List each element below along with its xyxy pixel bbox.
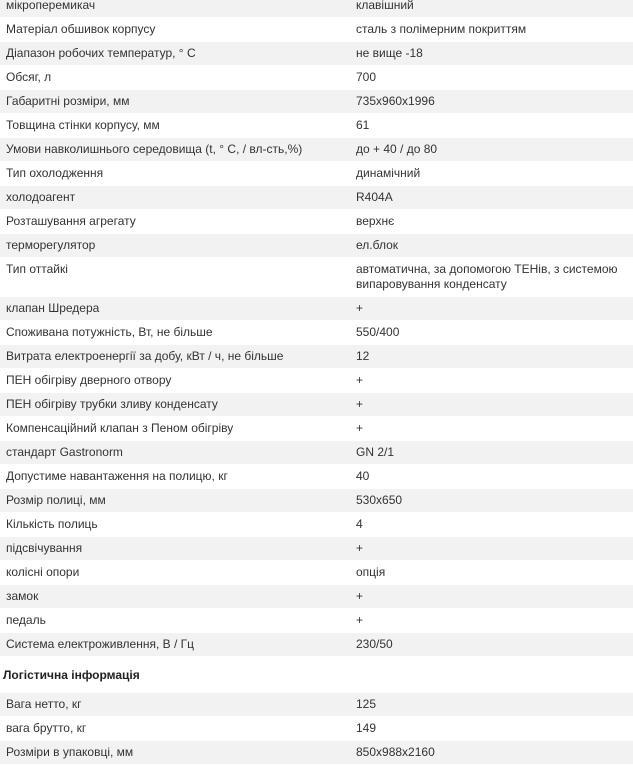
spec-value-cell: + — [350, 585, 633, 609]
table-row — [0, 138, 633, 162]
spec-value-cell: 700 — [350, 66, 633, 90]
table-row — [0, 585, 633, 609]
spec-name-cell: ПЕН обігріву дверного отвору — [0, 369, 350, 393]
spec-value-cell: 149 — [350, 717, 633, 741]
spec-name-cell: холодоагент — [0, 186, 350, 210]
spec-name-cell: Обсяг, л — [0, 66, 350, 90]
spec-value-cell: 550/400 — [350, 321, 633, 345]
spec-name-cell: стандарт Gastronorm — [0, 441, 350, 465]
table-row — [0, 234, 633, 258]
spec-value-cell: + — [350, 297, 633, 321]
spec-name-cell: мікроперемикач — [0, 0, 350, 18]
spec-value-cell: не вище -18 — [350, 42, 633, 66]
spec-name-cell: Споживана потужність, Вт, не більше — [0, 321, 350, 345]
spec-value-cell: верхнє — [350, 210, 633, 234]
table-row — [0, 297, 633, 321]
spec-value-cell: + — [350, 417, 633, 441]
spec-value-cell: 530x650 — [350, 489, 633, 513]
spec-value-cell: + — [350, 537, 633, 561]
spec-value-cell: 735x960x1996 — [350, 90, 633, 114]
spec-value-cell: 125 — [350, 693, 633, 717]
spec-name-cell: Кількість полиць — [0, 513, 350, 537]
table-row — [0, 489, 633, 513]
spec-value-cell: R404A — [350, 186, 633, 210]
table-row — [0, 66, 633, 90]
table-row — [0, 441, 633, 465]
spec-name-cell: ПЕН обігріву трубки зливу конденсату — [0, 393, 350, 417]
spec-name-cell: колісні опори — [0, 561, 350, 585]
spec-name-cell: Товщина стінки корпусу, мм — [0, 114, 350, 138]
spec-value-cell: 4 — [350, 513, 633, 537]
spec-name-cell: Матеріал обшивок корпусу — [0, 18, 350, 42]
spec-name-cell: Тип охолодження — [0, 162, 350, 186]
spec-name-cell: Вага нетто, кг — [0, 693, 350, 717]
table-row — [0, 321, 633, 345]
table-row — [0, 633, 633, 657]
spec-name-cell: Допустиме навантаження на полицю, кг — [0, 465, 350, 489]
spec-name-cell: Тип оттайкі — [0, 258, 350, 297]
table-row — [0, 693, 633, 717]
spec-name-cell: клапан Шредера — [0, 297, 350, 321]
spec-name-cell: Витрата електроенергії за добу, кВт / ч, не більше — [0, 345, 350, 369]
spec-value-cell: 40 — [350, 465, 633, 489]
spec-name-cell: педаль — [0, 609, 350, 633]
table-row — [0, 741, 633, 765]
table-row — [0, 0, 633, 18]
table-row — [0, 114, 633, 138]
spec-name-cell: Діапазон робочих температур, ° С — [0, 42, 350, 66]
logistics-table — [0, 693, 633, 765]
spec-value-cell: автоматична, за допомогою ТЕНів, з системою випаровування конденсату — [350, 258, 633, 297]
spec-value-cell: 12 — [350, 345, 633, 369]
table-row — [0, 18, 633, 42]
spec-value-cell: + — [350, 393, 633, 417]
spec-name-cell: вага брутто, кг — [0, 717, 350, 741]
spec-name-cell: Розміри в упаковці, мм — [0, 741, 350, 765]
spec-value-cell: + — [350, 369, 633, 393]
table-row — [0, 561, 633, 585]
table-row — [0, 162, 633, 186]
table-row — [0, 609, 633, 633]
table-row — [0, 369, 633, 393]
logistics-section-title: Логістична інформація — [3, 668, 140, 682]
spec-value-cell: опція — [350, 561, 633, 585]
table-row — [0, 90, 633, 114]
table-row — [0, 345, 633, 369]
table-row — [0, 393, 633, 417]
table-row — [0, 537, 633, 561]
table-row — [0, 513, 633, 537]
spec-name-cell: Компенсаційний клапан з Пеном обігріву — [0, 417, 350, 441]
spec-name-cell: терморегулятор — [0, 234, 350, 258]
spec-name-cell: замок — [0, 585, 350, 609]
spec-value-cell: + — [350, 609, 633, 633]
table-row — [0, 186, 633, 210]
spec-name-cell: підсвічування — [0, 537, 350, 561]
spec-name-cell: Розташування агрегату — [0, 210, 350, 234]
spec-value-cell: клавішний — [350, 0, 633, 18]
spec-name-cell: Габаритні розміри, мм — [0, 90, 350, 114]
table-row — [0, 258, 633, 297]
table-row — [0, 210, 633, 234]
table-row — [0, 417, 633, 441]
spec-name-cell: Умови навколишнього середовища (t, ° C, / вл-сть,%) — [0, 138, 350, 162]
spec-value-cell: сталь з полімерним покриттям — [350, 18, 633, 42]
spec-name-cell: Система електроживлення, В / Гц — [0, 633, 350, 657]
spec-value-cell: динамічний — [350, 162, 633, 186]
spec-value-cell: ел.блок — [350, 234, 633, 258]
spec-value-cell: GN 2/1 — [350, 441, 633, 465]
spec-value-cell: 61 — [350, 114, 633, 138]
spec-name-cell: Розмір полиці, мм — [0, 489, 350, 513]
table-row — [0, 717, 633, 741]
table-row — [0, 465, 633, 489]
table-row — [0, 42, 633, 66]
spec-value-cell: до + 40 / до 80 — [350, 138, 633, 162]
spec-value-cell: 850x988x2160 — [350, 741, 633, 765]
spec-value-cell: 230/50 — [350, 633, 633, 657]
